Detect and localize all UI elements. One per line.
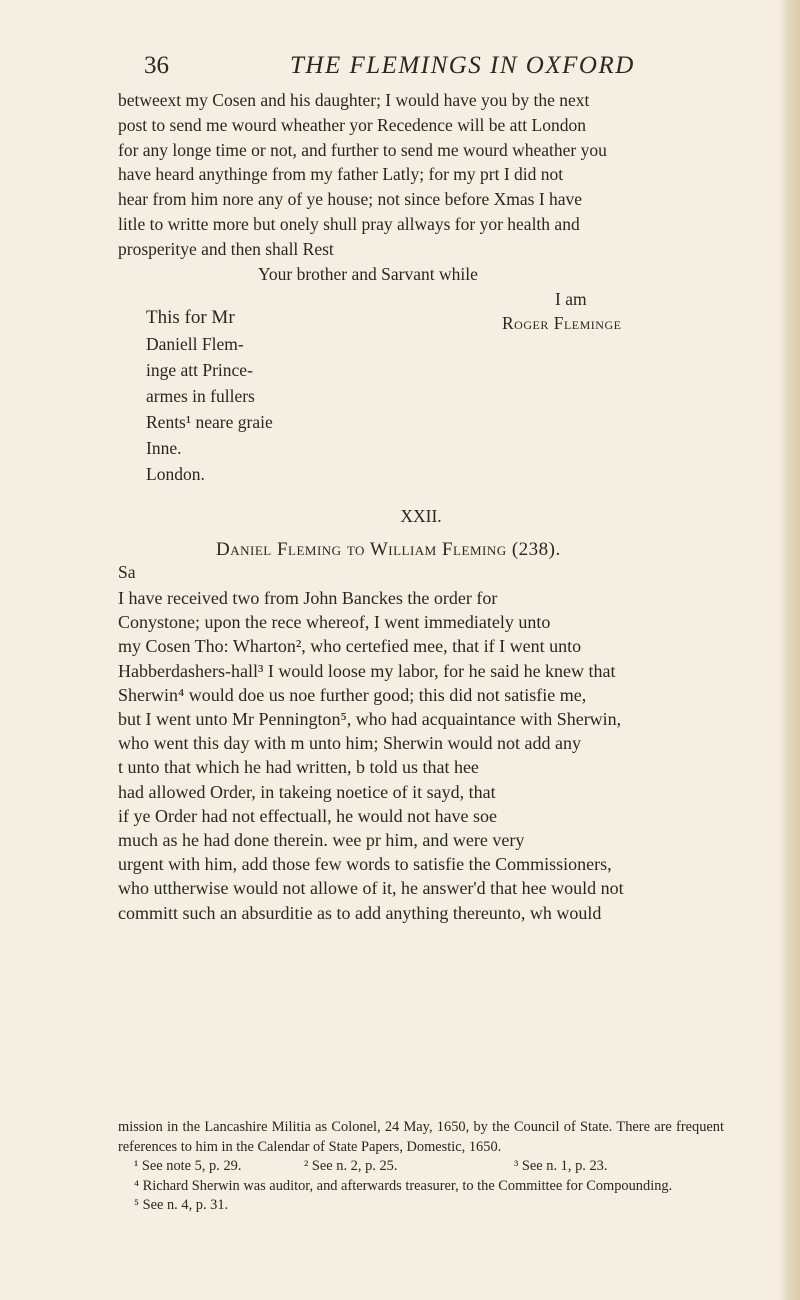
text-line: had allowed Order, in takeing noetice of it sayd, that bbox=[118, 781, 496, 802]
address-line: Daniell Flem- bbox=[146, 334, 244, 354]
letter-heading: Daniel Fleming to William Fleming (238). bbox=[216, 539, 561, 560]
text-line: I have received two from John Banckes the order for bbox=[118, 588, 498, 608]
salutation: Sa bbox=[118, 562, 136, 582]
closing-line-1: Your brother and Sarvant while bbox=[258, 264, 478, 284]
address-line: London. bbox=[146, 464, 205, 484]
text-line: Conystone; upon the rece whereof, I went immediately unto bbox=[118, 612, 551, 633]
footnote-row bbox=[118, 1157, 724, 1177]
page-number: 36 bbox=[144, 52, 169, 79]
address-line: Inne. bbox=[146, 438, 182, 458]
page-edge-shading bbox=[778, 0, 800, 1300]
text-line: for any longe time or not, and further to send me wourd wheather you bbox=[118, 139, 607, 160]
running-title: THE FLEMINGS IN OXFORD bbox=[290, 52, 635, 79]
address-line: This for Mr bbox=[146, 307, 235, 328]
footnote-3: ³ See n. 1, p. 23. bbox=[514, 1158, 608, 1175]
footnote-5: ⁵ See n. 4, p. 31. bbox=[134, 1197, 229, 1214]
text-line: my Cosen Tho: Wharton², who certefied mee, that if I went unto bbox=[118, 636, 582, 657]
text-line: urgent with him, add those few words to satisfie the Commissioners, bbox=[118, 854, 612, 875]
text-line: t unto that which he had written, b told us that hee bbox=[118, 757, 479, 778]
footnote-1: ¹ See note 5, p. 29. bbox=[134, 1158, 242, 1175]
letter-numeral: XXII. bbox=[400, 506, 442, 526]
footnote-2: ² See n. 2, p. 25. bbox=[304, 1158, 398, 1175]
text-line: who went this day with m unto him; Sherwin would not add any bbox=[118, 733, 581, 754]
text-line: prosperitye and then shall Rest bbox=[118, 238, 334, 259]
address-line: inge att Prince- bbox=[146, 360, 253, 380]
text-line: have heard anythinge from my father Latly; for my prt I did not bbox=[118, 164, 564, 185]
footnotes bbox=[118, 1118, 724, 1216]
text-line: committ such an absurditie as to add anything thereunto, wh would bbox=[118, 902, 602, 923]
footnote-continuation: mission in the Lancashire Militia as Colonel, 24 May, 1650, by the Council of State. There are frequent references to him in the Calendar of State Papers, Domestic, 1650. bbox=[118, 1119, 724, 1155]
footnote-4: ⁴ Richard Sherwin was auditor, and afterwards treasurer, to the Committee for Compounding. bbox=[134, 1177, 673, 1194]
text-line: much as he had done therein. wee pr him, and were very bbox=[118, 830, 525, 851]
text-line: litle to writte more but onely shull pray allways for yor health and bbox=[118, 213, 580, 234]
text-line: Sherwin⁴ would doe us noe further good; this did not satisfie me, bbox=[118, 684, 587, 705]
closing-line-2: I am bbox=[555, 289, 587, 309]
signature: Roger Fleminge bbox=[502, 313, 622, 333]
text-line: hear from him nore any of ye house; not since before Xmas I have bbox=[118, 189, 583, 210]
address-block bbox=[146, 305, 406, 487]
letter-xxii-body bbox=[118, 586, 724, 925]
address-line: armes in fullers bbox=[146, 386, 255, 406]
text-line: Habberdashers-hall³ I would loose my labor, for he said he knew that bbox=[118, 660, 616, 681]
letter-xxi-body bbox=[118, 88, 723, 262]
text-line: if ye Order had not effectuall, he would not have soe bbox=[118, 805, 498, 826]
text-line: betweext my Cosen and his daughter; I would have you by the next bbox=[118, 90, 590, 110]
address-line: Rents¹ neare graie bbox=[146, 412, 273, 432]
text-line: post to send me wourd wheather yor Recedence will be att London bbox=[118, 114, 586, 135]
text-line: but I went unto Mr Pennington⁵, who had acquaintance with Sherwin, bbox=[118, 709, 622, 730]
text-line: who uttherwise would not allowe of it, he answer'd that hee would not bbox=[118, 878, 624, 899]
